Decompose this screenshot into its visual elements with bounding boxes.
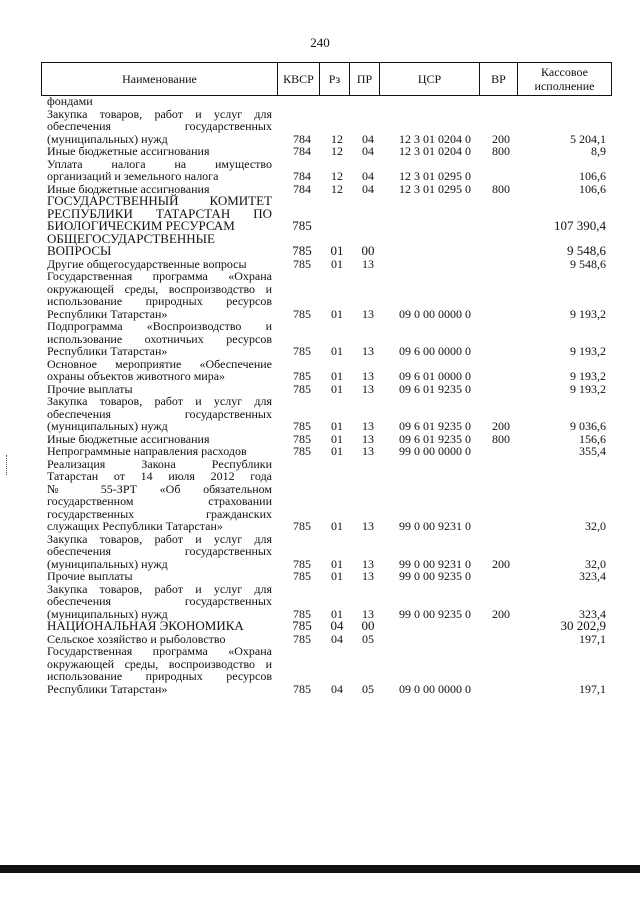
cell-kvsr: 784 bbox=[293, 181, 311, 196]
row-name-line: Реализация Закона Республики bbox=[47, 456, 272, 471]
row-name bbox=[47, 158, 272, 183]
cell-ki: 156,6 bbox=[579, 431, 606, 446]
cell-pr: 13 bbox=[362, 381, 374, 396]
cell-rz: 12 bbox=[331, 131, 343, 146]
cell-csr: 09 6 01 0000 0 bbox=[399, 369, 471, 383]
header-ki-line2: исполнение bbox=[534, 79, 595, 93]
row-name-line: (муниципальных) нужд bbox=[47, 556, 168, 571]
cell-kvsr: 785 bbox=[293, 306, 311, 321]
row-name bbox=[47, 620, 272, 633]
row-name-line: Закупка товаров, работ и услуг для bbox=[47, 106, 272, 121]
row-name bbox=[47, 320, 272, 358]
row-name bbox=[47, 270, 272, 320]
cell-rz: 12 bbox=[331, 144, 343, 158]
row-name-line: Республики Татарстан» bbox=[47, 306, 168, 321]
row-name-line: обеспечения государственных bbox=[47, 544, 272, 558]
table-row bbox=[0, 395, 640, 433]
row-name-line: Татарстан от 14 июля 2012 года bbox=[47, 469, 272, 483]
row-name bbox=[47, 458, 272, 533]
page-number: 240 bbox=[310, 35, 330, 50]
table-row bbox=[0, 230, 640, 258]
row-name bbox=[47, 533, 272, 571]
cell-pr: 05 bbox=[362, 631, 374, 646]
row-name-line: организаций и земельного налога bbox=[47, 169, 219, 183]
row-name-line: ОБЩЕГОСУДАРСТВЕННЫЕ bbox=[47, 230, 215, 246]
cell-rz: 01 bbox=[331, 556, 343, 571]
cell-pr: 13 bbox=[362, 444, 374, 458]
row-name bbox=[47, 395, 272, 433]
cell-vr: 200 bbox=[492, 606, 510, 621]
cell-kvsr: 785 bbox=[293, 681, 311, 696]
row-name-line: Иные бюджетные ассигнования bbox=[47, 181, 210, 196]
table-row bbox=[0, 445, 640, 458]
cell-kvsr: 785 bbox=[292, 218, 312, 233]
cell-csr: 12 3 01 0295 0 bbox=[399, 169, 471, 183]
row-name bbox=[47, 358, 272, 383]
header-ki-line1: Кассовое bbox=[541, 65, 588, 79]
cell-pr: 13 bbox=[362, 556, 374, 571]
table-row bbox=[0, 620, 640, 633]
cell-kvsr: 785 bbox=[293, 344, 311, 358]
cell-pr: 13 bbox=[362, 306, 374, 321]
row-name-line: Прочие выплаты bbox=[47, 381, 133, 396]
cell-kvsr: 785 bbox=[292, 618, 312, 633]
cell-rz: 01 bbox=[331, 519, 343, 533]
header-kvsr: КВСР bbox=[278, 63, 320, 96]
cell-rz: 01 bbox=[331, 444, 343, 458]
cell-rz: 01 bbox=[331, 569, 343, 583]
cell-csr: 09 0 00 0000 0 bbox=[399, 681, 471, 696]
cell-kvsr: 785 bbox=[293, 444, 311, 458]
row-name-line: использование охотничьих ресурсов bbox=[47, 331, 272, 346]
row-name-line: Иные бюджетные ассигнования bbox=[47, 144, 210, 158]
cell-csr: 99 0 00 9235 0 bbox=[399, 606, 471, 621]
table-row bbox=[0, 320, 640, 358]
cell-kvsr: 785 bbox=[293, 381, 311, 396]
cell-ki: 9 548,6 bbox=[567, 243, 606, 258]
budget-table-body bbox=[0, 95, 640, 695]
cell-pr: 13 bbox=[362, 519, 374, 533]
table-row bbox=[0, 458, 640, 533]
cell-rz: 04 bbox=[330, 618, 344, 633]
table-row bbox=[0, 570, 640, 583]
header-pr: ПР bbox=[350, 63, 380, 96]
cell-rz: 01 bbox=[331, 306, 343, 321]
cell-rz: 04 bbox=[331, 631, 343, 646]
row-name-line: использование природных ресурсов bbox=[47, 294, 272, 308]
cell-ki: 9 548,6 bbox=[570, 256, 606, 271]
cell-ki: 5 204,1 bbox=[570, 131, 606, 146]
row-name-line: Республики Татарстан» bbox=[47, 344, 168, 358]
row-name-line: Основное мероприятие «Обеспечение bbox=[47, 356, 272, 371]
cell-kvsr: 785 bbox=[293, 556, 311, 571]
row-name-line: окружающей среды, воспроизводство и bbox=[47, 281, 272, 296]
row-name-line: Закупка товаров, работ и услуг для bbox=[47, 581, 272, 596]
cell-rz: 01 bbox=[331, 369, 343, 383]
row-name-line: ГОСУДАРСТВЕННЫЙ КОМИТЕТ bbox=[47, 193, 272, 208]
header-ki bbox=[518, 63, 612, 96]
cell-ki: 9 193,2 bbox=[570, 381, 606, 396]
scan-edge-mark bbox=[6, 455, 8, 475]
cell-ki: 355,4 bbox=[579, 444, 606, 458]
table-row bbox=[0, 108, 640, 146]
row-name-line: Закупка товаров, работ и услуг для bbox=[47, 394, 272, 408]
cell-rz: 01 bbox=[331, 431, 343, 446]
cell-kvsr: 784 bbox=[293, 131, 311, 146]
cell-rz: 01 bbox=[330, 243, 344, 258]
cell-rz: 01 bbox=[331, 256, 343, 271]
cell-pr: 00 bbox=[361, 243, 375, 258]
row-name-line: Другие общегосударственные вопросы bbox=[47, 256, 247, 271]
row-name bbox=[47, 445, 272, 458]
row-name-line: Государственная программа «Охрана bbox=[47, 269, 272, 283]
cell-pr: 13 bbox=[362, 344, 374, 358]
cell-ki: 9 036,6 bbox=[570, 419, 606, 433]
cell-csr: 09 6 01 9235 0 bbox=[399, 381, 471, 396]
table-row bbox=[0, 270, 640, 320]
cell-ki: 106,6 bbox=[579, 169, 606, 183]
cell-csr: 12 3 01 0204 0 bbox=[399, 144, 471, 158]
cell-ki: 30 202,9 bbox=[560, 618, 606, 633]
cell-kvsr: 785 bbox=[293, 631, 311, 646]
cell-csr: 99 0 00 9235 0 bbox=[399, 569, 471, 583]
row-name-line: НАЦИОНАЛЬНАЯ ЭКОНОМИКА bbox=[47, 618, 244, 633]
table-row bbox=[0, 583, 640, 621]
cell-rz: 01 bbox=[331, 606, 343, 621]
cell-vr: 200 bbox=[492, 556, 510, 571]
cell-csr: 99 0 00 0000 0 bbox=[399, 444, 471, 458]
cell-vr: 800 bbox=[492, 144, 510, 158]
row-name-line: Непрограммные направления расходов bbox=[47, 444, 247, 458]
cell-ki: 9 193,2 bbox=[570, 306, 606, 321]
cell-ki: 32,0 bbox=[585, 556, 606, 571]
header-name: Наименование bbox=[42, 63, 278, 96]
row-name-line: фондами bbox=[47, 94, 93, 108]
cell-csr: 99 0 00 9231 0 bbox=[399, 556, 471, 571]
row-name-line: использование природных ресурсов bbox=[47, 669, 272, 683]
cell-pr: 04 bbox=[362, 144, 374, 158]
cell-vr: 200 bbox=[492, 419, 510, 433]
row-name-line: № 55-ЗРТ «Об обязательном bbox=[47, 481, 272, 496]
cell-kvsr: 784 bbox=[293, 169, 311, 183]
row-name-line: государственных гражданских bbox=[47, 506, 272, 521]
row-name-line: обеспечения государственных bbox=[47, 594, 272, 608]
row-name bbox=[47, 645, 272, 695]
row-name-line: Государственная программа «Охрана bbox=[47, 644, 272, 658]
cell-ki: 323,4 bbox=[579, 606, 606, 621]
cell-pr: 13 bbox=[362, 569, 374, 583]
row-name-line: (муниципальных) нужд bbox=[47, 419, 168, 433]
row-name bbox=[47, 570, 272, 583]
row-name-line: РЕСПУБЛИКИ ТАТАРСТАН ПО bbox=[47, 205, 272, 221]
row-name-line: Закупка товаров, работ и услуг для bbox=[47, 531, 272, 546]
table-row bbox=[0, 95, 640, 108]
cell-rz: 12 bbox=[331, 181, 343, 196]
cell-ki: 32,0 bbox=[585, 519, 606, 533]
cell-csr: 09 6 01 9235 0 bbox=[399, 431, 471, 446]
row-name-line: ВОПРОСЫ bbox=[47, 243, 112, 258]
cell-kvsr: 785 bbox=[293, 606, 311, 621]
row-name-line: Республики Татарстан» bbox=[47, 681, 168, 696]
row-name-line: БИОЛОГИЧЕСКИМ РЕСУРСАМ bbox=[47, 218, 235, 233]
row-name-line: Подпрограмма «Воспроизводство и bbox=[47, 319, 272, 333]
row-name bbox=[47, 95, 272, 108]
cell-ki: 107 390,4 bbox=[554, 218, 606, 233]
cell-rz: 01 bbox=[331, 381, 343, 396]
row-name bbox=[47, 230, 272, 258]
cell-rz: 01 bbox=[331, 419, 343, 433]
cell-pr: 13 bbox=[362, 419, 374, 433]
row-name-line: обеспечения государственных bbox=[47, 406, 272, 421]
row-name bbox=[47, 195, 272, 233]
header-csr: ЦСР bbox=[380, 63, 480, 96]
table-row bbox=[0, 645, 640, 695]
header-vr: ВР bbox=[480, 63, 518, 96]
row-name-line: охраны объектов животного мира» bbox=[47, 369, 226, 383]
table-row bbox=[0, 195, 640, 233]
row-name-line: Иные бюджетные ассигнования bbox=[47, 431, 210, 446]
cell-rz: 12 bbox=[331, 169, 343, 183]
cell-pr: 00 bbox=[361, 618, 375, 633]
cell-ki: 9 193,2 bbox=[570, 344, 606, 358]
row-name-line: обеспечения государственных bbox=[47, 119, 272, 133]
row-name-line: государственном страховании bbox=[47, 494, 272, 508]
cell-pr: 05 bbox=[362, 681, 374, 696]
row-name-line: Уплата налога на имущество bbox=[47, 156, 272, 171]
row-name bbox=[47, 108, 272, 146]
scan-bottom-bar bbox=[0, 865, 640, 873]
row-name-line: (муниципальных) нужд bbox=[47, 131, 168, 146]
cell-csr: 99 0 00 9231 0 bbox=[399, 519, 471, 533]
cell-kvsr: 784 bbox=[293, 144, 311, 158]
cell-pr: 04 bbox=[362, 181, 374, 196]
row-name bbox=[47, 583, 272, 621]
cell-pr: 13 bbox=[362, 431, 374, 446]
cell-kvsr: 785 bbox=[293, 569, 311, 583]
table-row bbox=[0, 533, 640, 571]
cell-csr: 09 0 00 0000 0 bbox=[399, 306, 471, 321]
cell-ki: 323,4 bbox=[579, 569, 606, 583]
cell-ki: 197,1 bbox=[579, 681, 606, 696]
cell-kvsr: 785 bbox=[293, 256, 311, 271]
cell-pr: 04 bbox=[362, 169, 374, 183]
cell-rz: 01 bbox=[331, 344, 343, 358]
cell-csr: 12 3 01 0295 0 bbox=[399, 181, 471, 196]
cell-ki: 8,9 bbox=[591, 144, 606, 158]
cell-csr: 12 3 01 0204 0 bbox=[399, 131, 471, 146]
row-name-line: окружающей среды, воспроизводство и bbox=[47, 656, 272, 671]
row-name-line: служащих Республики Татарстан» bbox=[47, 519, 223, 533]
row-name-line: Прочие выплаты bbox=[47, 569, 133, 583]
cell-kvsr: 785 bbox=[293, 519, 311, 533]
cell-vr: 200 bbox=[492, 131, 510, 146]
header-rz: Рз bbox=[320, 63, 350, 96]
cell-pr: 04 bbox=[362, 131, 374, 146]
cell-rz: 04 bbox=[331, 681, 343, 696]
cell-ki: 9 193,2 bbox=[570, 369, 606, 383]
cell-kvsr: 785 bbox=[293, 431, 311, 446]
row-name-line: Сельское хозяйство и рыболовство bbox=[47, 631, 226, 646]
table-header bbox=[41, 62, 612, 96]
table-row bbox=[0, 158, 640, 183]
cell-kvsr: 785 bbox=[292, 243, 312, 258]
row-name bbox=[47, 145, 272, 158]
cell-csr: 09 6 00 0000 0 bbox=[399, 344, 471, 358]
cell-ki: 106,6 bbox=[579, 181, 606, 196]
cell-vr: 800 bbox=[492, 181, 510, 196]
cell-kvsr: 785 bbox=[293, 369, 311, 383]
row-name-line: (муниципальных) нужд bbox=[47, 606, 168, 621]
table-row bbox=[0, 145, 640, 158]
cell-pr: 13 bbox=[362, 606, 374, 621]
cell-ki: 197,1 bbox=[579, 631, 606, 646]
cell-pr: 13 bbox=[362, 256, 374, 271]
cell-csr: 09 6 01 9235 0 bbox=[399, 419, 471, 433]
cell-pr: 13 bbox=[362, 369, 374, 383]
table-row bbox=[0, 358, 640, 383]
cell-kvsr: 785 bbox=[293, 419, 311, 433]
cell-vr: 800 bbox=[492, 431, 510, 446]
